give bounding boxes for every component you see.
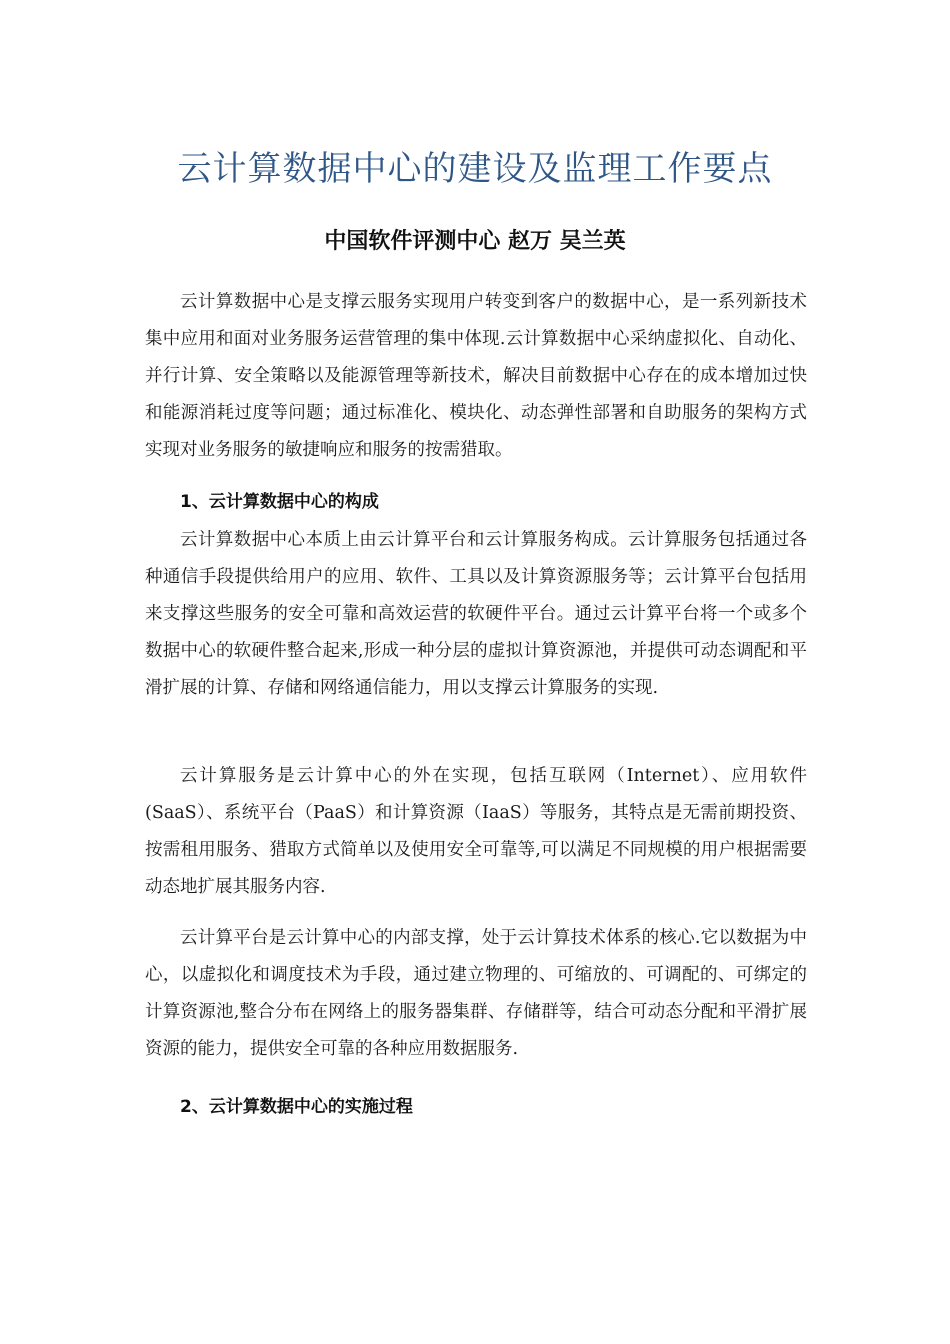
section-heading-2: 2、云计算数据中心的实施过程 <box>180 1097 413 1117</box>
section-1-paragraph-3: 云计算平台是云计算中心的内部支撑，处于云计算技术体系的核心.它以数据为中心，以虚拟化和调度技术为手段，通过建立物理的、可缩放的、可调配的、可绑定的计算资源池,整合分布在网络上的服务器集群、存储群等，结合可动态分配和平滑扩展资源的能力，提供安全可靠的各种应用数据服务. <box>145 928 807 1059</box>
section-heading-1: 1、云计算数据中心的构成 <box>180 492 379 512</box>
section-1-paragraph-1: 云计算数据中心本质上由云计算平台和云计算服务构成。云计算服务包括通过各种通信手段提供给用户的应用、软件、工具以及计算资源服务等；云计算平台包括用来支撑这些服务的安全可靠和高效运营的软硬件平台。通过云计算平台将一个或多个数据中心的软硬件整合起来,形成一种分层的虚拟计算资源池，并提供可动态调配和平滑扩展的计算、存储和网络通信能力，用以支撑云计算服务的实现. <box>145 530 807 698</box>
section-1-paragraph-2: 云计算服务是云计算中心的外在实现，包括互联网（Internet）、应用软件(SaaS）、系统平台（PaaS）和计算资源（IaaS）等服务，其特点是无需前期投资、按需租用服务、猎取方式简单以及使用安全可靠等,可以满足不同规模的用户根据需要动态地扩展其服务内容. <box>145 766 807 897</box>
document-title: 云计算数据中心的建设及监理工作要点 <box>177 149 773 189</box>
document-authors: 中国软件评测中心 赵万 吴兰英 <box>324 229 626 254</box>
intro-paragraph: 云计算数据中心是支撑云服务实现用户转变到客户的数据中心，是一系列新技术集中应用和面对业务服务运营管理的集中体现.云计算数据中心采纳虚拟化、自动化、并行计算、安全策略以及能源管理等新技术，解决目前数据中心存在的成本增加过快和能源消耗过度等问题；通过标准化、模块化、动态弹性部署和自助服务的架构方式实现对业务服务的敏捷响应和服务的按需猎取。 <box>145 292 807 460</box>
